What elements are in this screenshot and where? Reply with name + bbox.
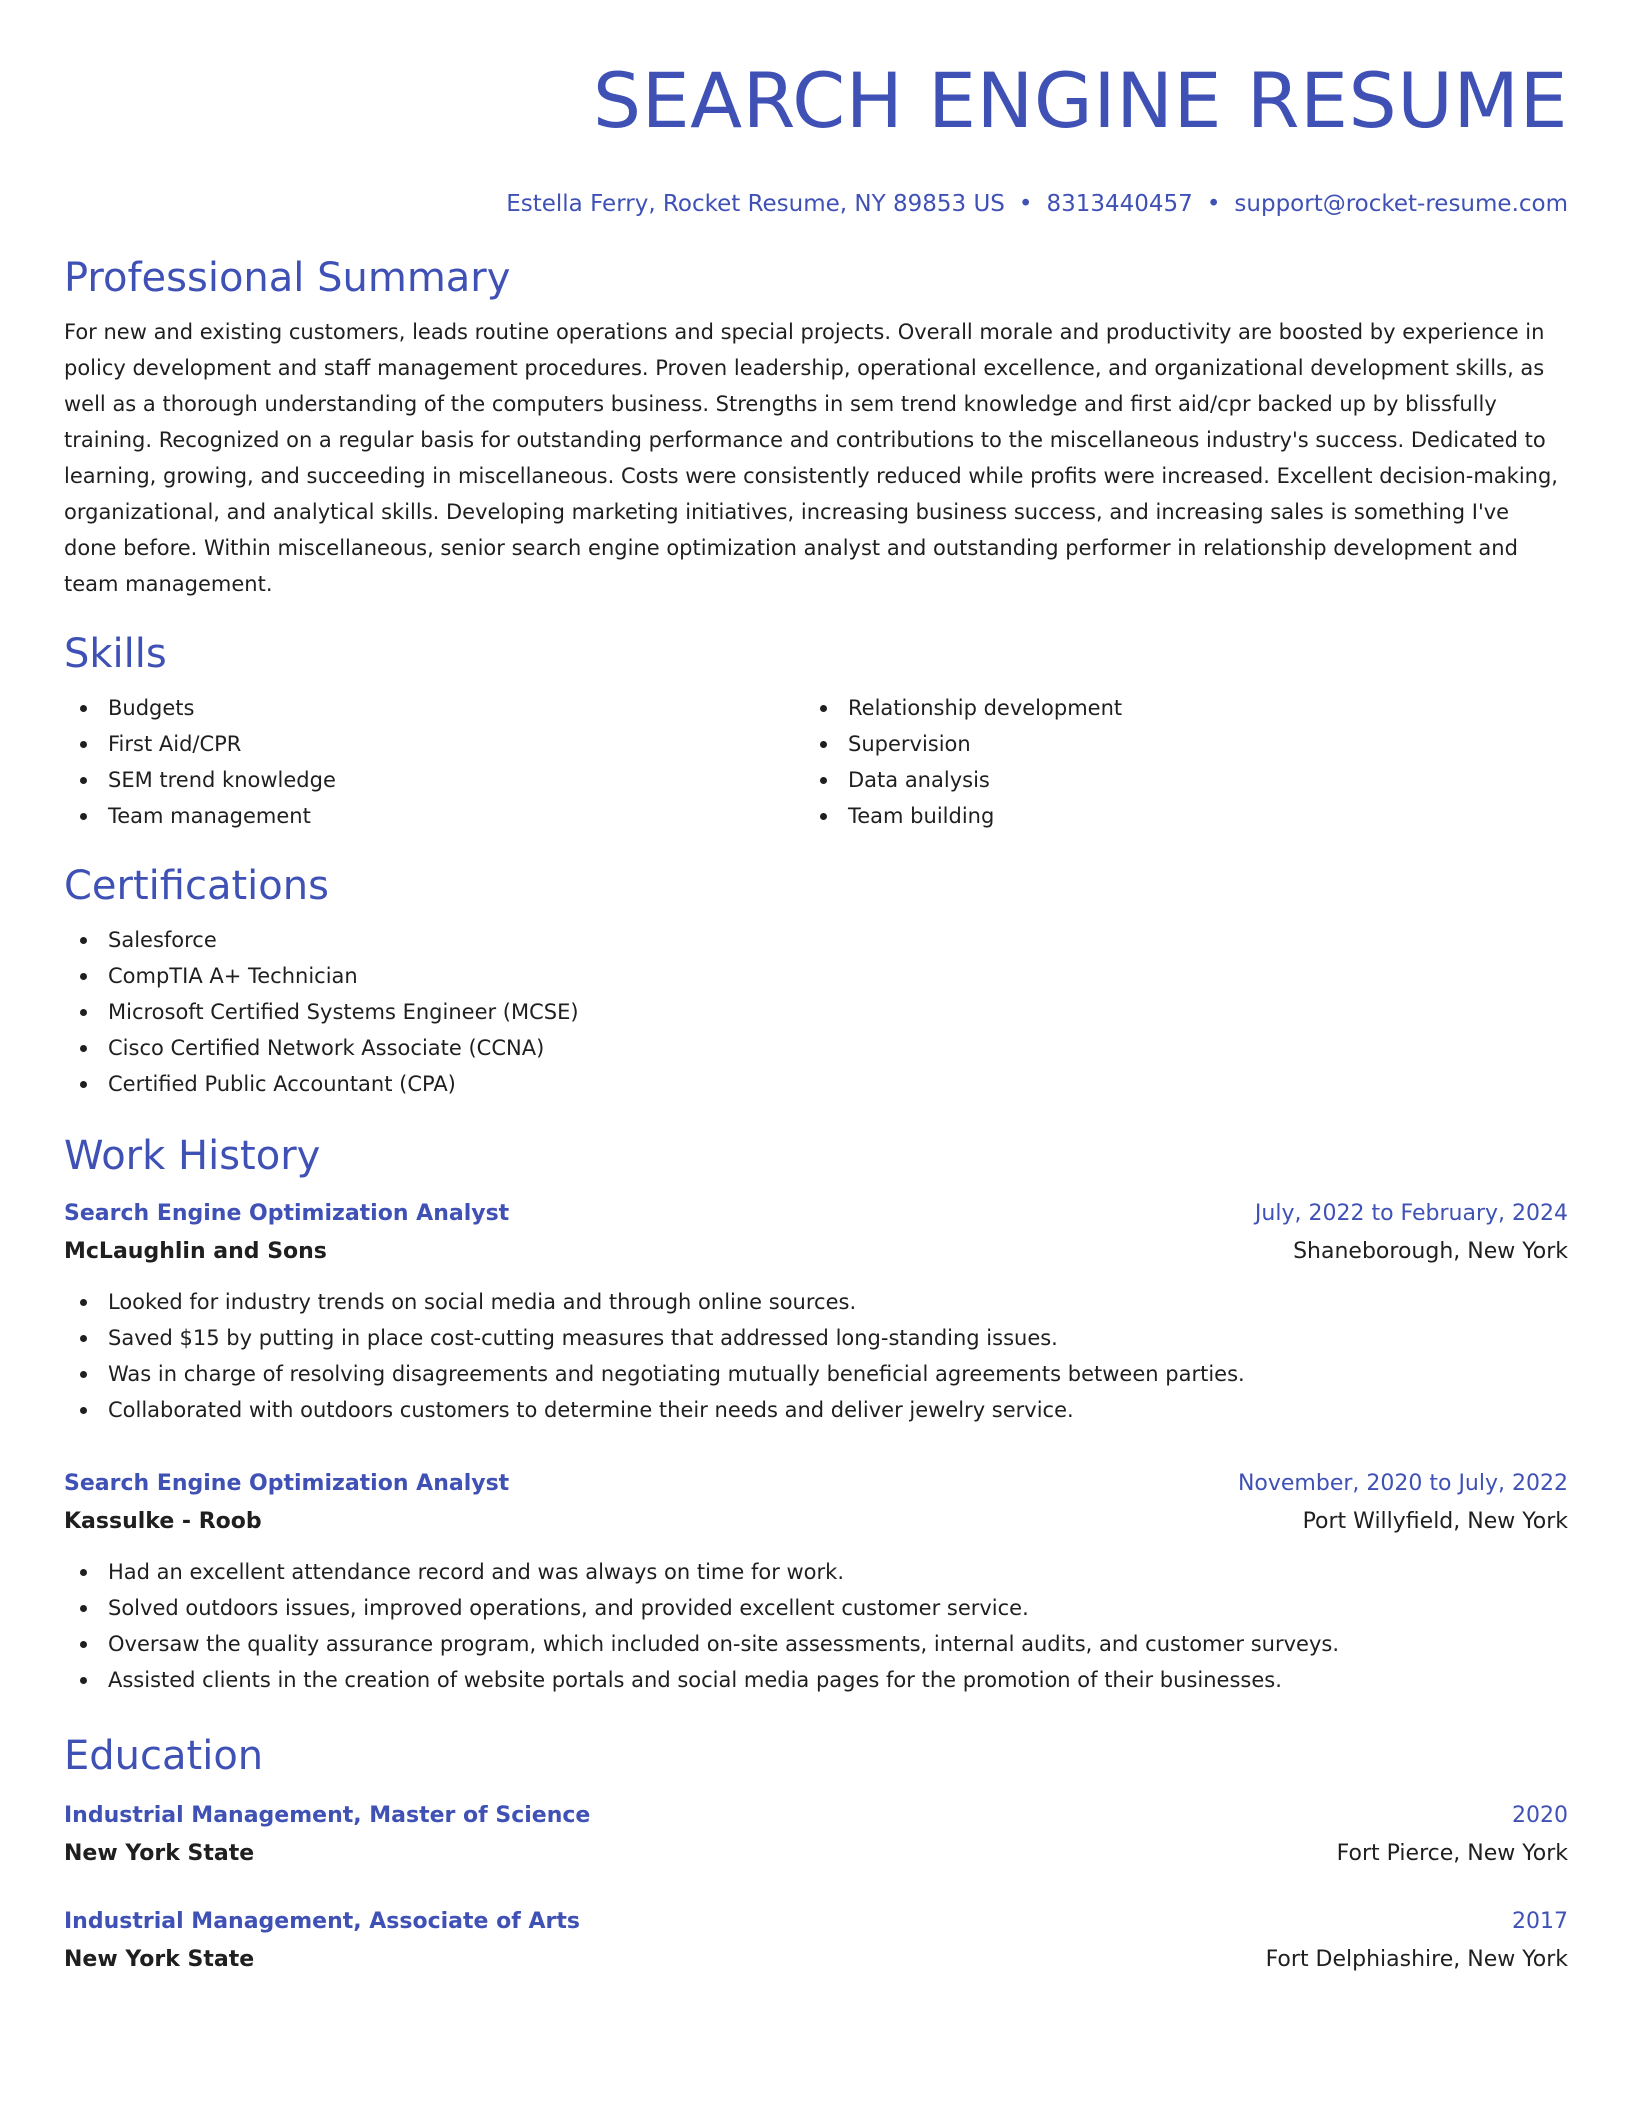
skill-item: Team building (804, 798, 1544, 834)
job-duty-item: Solved outdoors issues, improved operations, and provided excellent customer service. (64, 1590, 1568, 1626)
section-heading: Certifications (64, 863, 329, 909)
job-duty-item: Collaborated with outdoors customers to determine their needs and deliver jewelry service. (64, 1392, 1568, 1428)
education-section (64, 1732, 1568, 1980)
job-location: Shaneborough, New York (1293, 1239, 1568, 1264)
job-title: Search Engine Optimization Analyst (64, 1471, 510, 1496)
job-header-row (64, 1466, 1568, 1502)
certification-item: Microsoft Certified Systems Engineer (MCSE) (64, 994, 1568, 1030)
section-heading: Work History (64, 1133, 321, 1179)
education-year: 2017 (1512, 1909, 1568, 1934)
section-heading: Professional Summary (64, 255, 511, 301)
contact-line (64, 188, 1568, 220)
education-entry (64, 1904, 1568, 1980)
section-heading: Skills (64, 631, 167, 677)
skills-list-right (804, 690, 1544, 834)
resume-title: SEARCH ENGINE RESUME (592, 56, 1568, 145)
job-dates: November, 2020 to July, 2022 (1237, 1471, 1568, 1496)
skill-item: Supervision (804, 726, 1544, 762)
education-degree: Industrial Management, Associate of Arts (64, 1909, 580, 1934)
skill-item: Data analysis (804, 762, 1544, 798)
job-duty-item: Had an excellent attendance record and was always on time for work. (64, 1554, 1568, 1590)
skills-grid (64, 690, 1568, 834)
professional-summary-section (64, 254, 1568, 602)
job-company: McLaughlin and Sons (64, 1239, 327, 1264)
job-company: Kassulke - Roob (64, 1509, 262, 1534)
job-duties-list (64, 1554, 1568, 1698)
education-school: New York State (64, 1841, 255, 1866)
certification-item: Certified Public Accountant (CPA) (64, 1066, 1568, 1102)
job-duty-item: Saved $15 by putting in place cost-cutting measures that addressed long-standing issues. (64, 1320, 1568, 1356)
job-header-row (64, 1196, 1568, 1232)
certification-item: CompTIA A+ Technician (64, 958, 1568, 994)
education-degree: Industrial Management, Master of Science (64, 1803, 591, 1828)
certifications-section (64, 862, 1568, 1102)
contact-email: support@rocket-resume.com (1234, 191, 1568, 217)
contact-separator: • (1018, 191, 1033, 217)
education-location: Fort Delphiashire, New York (1265, 1947, 1568, 1972)
job-entry (64, 1466, 1568, 1698)
job-company-row (64, 1232, 1568, 1272)
job-duties-list (64, 1284, 1568, 1428)
education-school-row (64, 1834, 1568, 1874)
education-entry (64, 1798, 1568, 1874)
skills-section (64, 630, 1568, 834)
skill-item: SEM trend knowledge (64, 762, 804, 798)
job-dates: July, 2022 to February, 2024 (1254, 1201, 1568, 1226)
skill-item: Team management (64, 798, 804, 834)
job-entry (64, 1196, 1568, 1428)
contact-separator: • (1206, 191, 1221, 217)
certification-item: Salesforce (64, 922, 1568, 958)
education-location: Fort Pierce, New York (1336, 1841, 1568, 1866)
education-school: New York State (64, 1947, 255, 1972)
contact-address: Estella Ferry, Rocket Resume, NY 89853 US (506, 191, 1005, 217)
job-company-row (64, 1502, 1568, 1542)
skill-item: Budgets (64, 690, 804, 726)
education-year: 2020 (1512, 1803, 1568, 1828)
job-duty-item: Looked for industry trends on social media and through online sources. (64, 1284, 1568, 1320)
section-heading: Education (64, 1733, 264, 1779)
education-header-row (64, 1904, 1568, 1940)
skill-item: First Aid/CPR (64, 726, 804, 762)
contact-phone: 8313440457 (1046, 191, 1193, 217)
job-duty-item: Oversaw the quality assurance program, which included on-site assessments, internal audits, and customer surveys. (64, 1626, 1568, 1662)
education-header-row (64, 1798, 1568, 1834)
skill-item: Relationship development (804, 690, 1544, 726)
job-title: Search Engine Optimization Analyst (64, 1201, 510, 1226)
work-history-section (64, 1132, 1568, 1698)
summary-paragraph: For new and existing customers, leads routine operations and special projects. Overall morale and productivity are boosted by experience in policy development and staff management procedures. Proven leadership, operational excellence, and organizational development skills, as well as a thorough understanding of the computers business. Strengths in sem trend knowledge and first aid/cpr backed up by blissfully training. Recognized on a regular basis for outstanding performance and contributions to the miscellaneous industry's success. Dedicated to learning, growing, and succeeding in miscellaneous. Costs were consistently reduced while profits were increased. Excellent decision-making, organizational, and analytical skills. Developing marketing initiatives, increasing business success, and increasing sales is something I've done before. Within miscellaneous, senior search engine optimization analyst and outstanding performer in relationship development and team management. (64, 320, 1558, 596)
skills-list-left (64, 690, 804, 834)
certifications-list (64, 922, 1568, 1102)
certification-item: Cisco Certified Network Associate (CCNA) (64, 1030, 1568, 1066)
job-duty-item: Assisted clients in the creation of website portals and social media pages for the promotion of their businesses. (64, 1662, 1568, 1698)
job-location: Port Willyfield, New York (1302, 1509, 1568, 1534)
job-duty-item: Was in charge of resolving disagreements and negotiating mutually beneficial agreements between parties. (64, 1356, 1568, 1392)
education-school-row (64, 1940, 1568, 1980)
